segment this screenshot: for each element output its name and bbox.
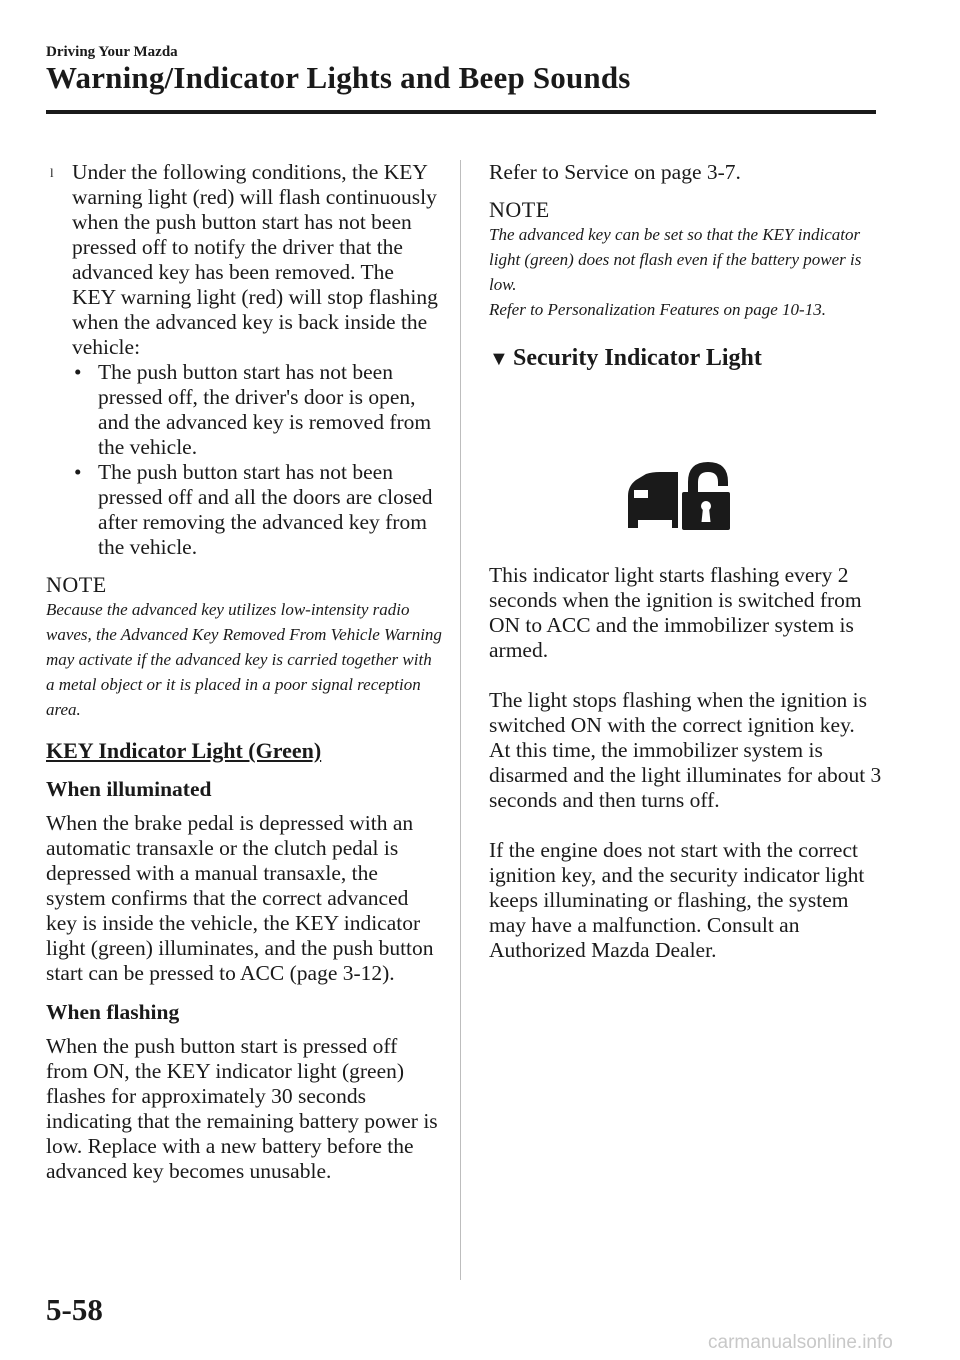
when-illuminated-heading: When illuminated bbox=[46, 777, 212, 801]
bullet-conditions bbox=[46, 160, 442, 360]
triangle-icon: ▼ bbox=[489, 348, 509, 370]
security-para-1: This indicator light starts flashing every 2 seconds when the ignition is switched from ON to ACC and the immobilizer system is armed. bbox=[489, 563, 862, 662]
right-column bbox=[489, 160, 889, 963]
bullet-mark: l bbox=[50, 165, 54, 180]
sub-item-text: The push button start has not been pressed off, the driver's door is open, and the advanced key is removed from the vehicle. bbox=[98, 360, 432, 459]
security-para-2a: The light stops flashing when the ignition is switched ON with the correct ignition key. bbox=[489, 688, 868, 737]
sub-bullet-mark: • bbox=[74, 360, 82, 384]
left-column bbox=[46, 160, 442, 1184]
section-label: Driving Your Mazda bbox=[46, 44, 178, 60]
header-rule bbox=[46, 110, 876, 114]
when-flashing-text: When the push button start is pressed off from ON, the KEY indicator light (green) flashes for approximately 30 seconds indicating that the remaining battery power is low. Replace with a new battery before the advanced key becomes unusable. bbox=[46, 1034, 438, 1183]
security-para-2b: At this time, the immobilizer system is disarmed and the light illuminates for about 3 seconds and then turns off. bbox=[489, 738, 882, 812]
security-heading-text: Security Indicator Light bbox=[513, 345, 762, 371]
security-para-3: If the engine does not start with the correct ignition key, and the security indicator light keeps illuminating or flashing, the system may have a malfunction. Consult an Authorized Mazda Dealer. bbox=[489, 838, 865, 962]
key-indicator-heading: KEY Indicator Light (Green) bbox=[46, 738, 322, 763]
car-padlock-icon bbox=[626, 456, 732, 532]
sub-item bbox=[46, 360, 442, 460]
note-label: NOTE bbox=[46, 572, 107, 597]
sub-item-text: The push button start has not been pressed off and all the doors are closed after removing the advanced key from the vehicle. bbox=[98, 460, 433, 559]
bullet-text: Under the following conditions, the KEY warning light (red) will flash continuously when the push button start has not been pressed off to notify the driver that the advanced key has been removed. The KEY warning light (red) will stop flashing when the advanced key is back inside the vehicle: bbox=[72, 160, 438, 359]
note-label: NOTE bbox=[489, 197, 550, 222]
when-flashing-heading: When flashing bbox=[46, 1000, 180, 1024]
sub-bullet-mark: • bbox=[74, 460, 82, 484]
note-text: The advanced key can be set so that the KEY indicator light (green) does not flash even if the battery power is low. bbox=[489, 225, 862, 294]
watermark: carmanualsonline.info bbox=[708, 1332, 893, 1353]
refer-service-text: Refer to Service on page 3-7. bbox=[489, 160, 741, 184]
column-divider bbox=[460, 160, 461, 1280]
page-title: Warning/Indicator Lights and Beep Sounds bbox=[46, 60, 631, 95]
when-illuminated-text: When the brake pedal is depressed with an automatic transaxle or the clutch pedal is depressed with a manual transaxle, the system confirms that the correct advanced key is inside the vehicle, the KEY indicator light (green) illuminates, and the push button start can be pressed to ACC (page 3-12). bbox=[46, 811, 434, 985]
security-heading bbox=[489, 346, 889, 371]
page-number: 5-58 bbox=[46, 1292, 103, 1327]
sub-item bbox=[46, 460, 442, 560]
note-text: Refer to Personalization Features on page 10-13. bbox=[489, 300, 826, 319]
note-text: Because the advanced key utilizes low-intensity radio waves, the Advanced Key Removed From Vehicle Warning may activate if the advanced key is carried together with a metal object or it is placed in a poor signal reception area. bbox=[46, 600, 442, 719]
